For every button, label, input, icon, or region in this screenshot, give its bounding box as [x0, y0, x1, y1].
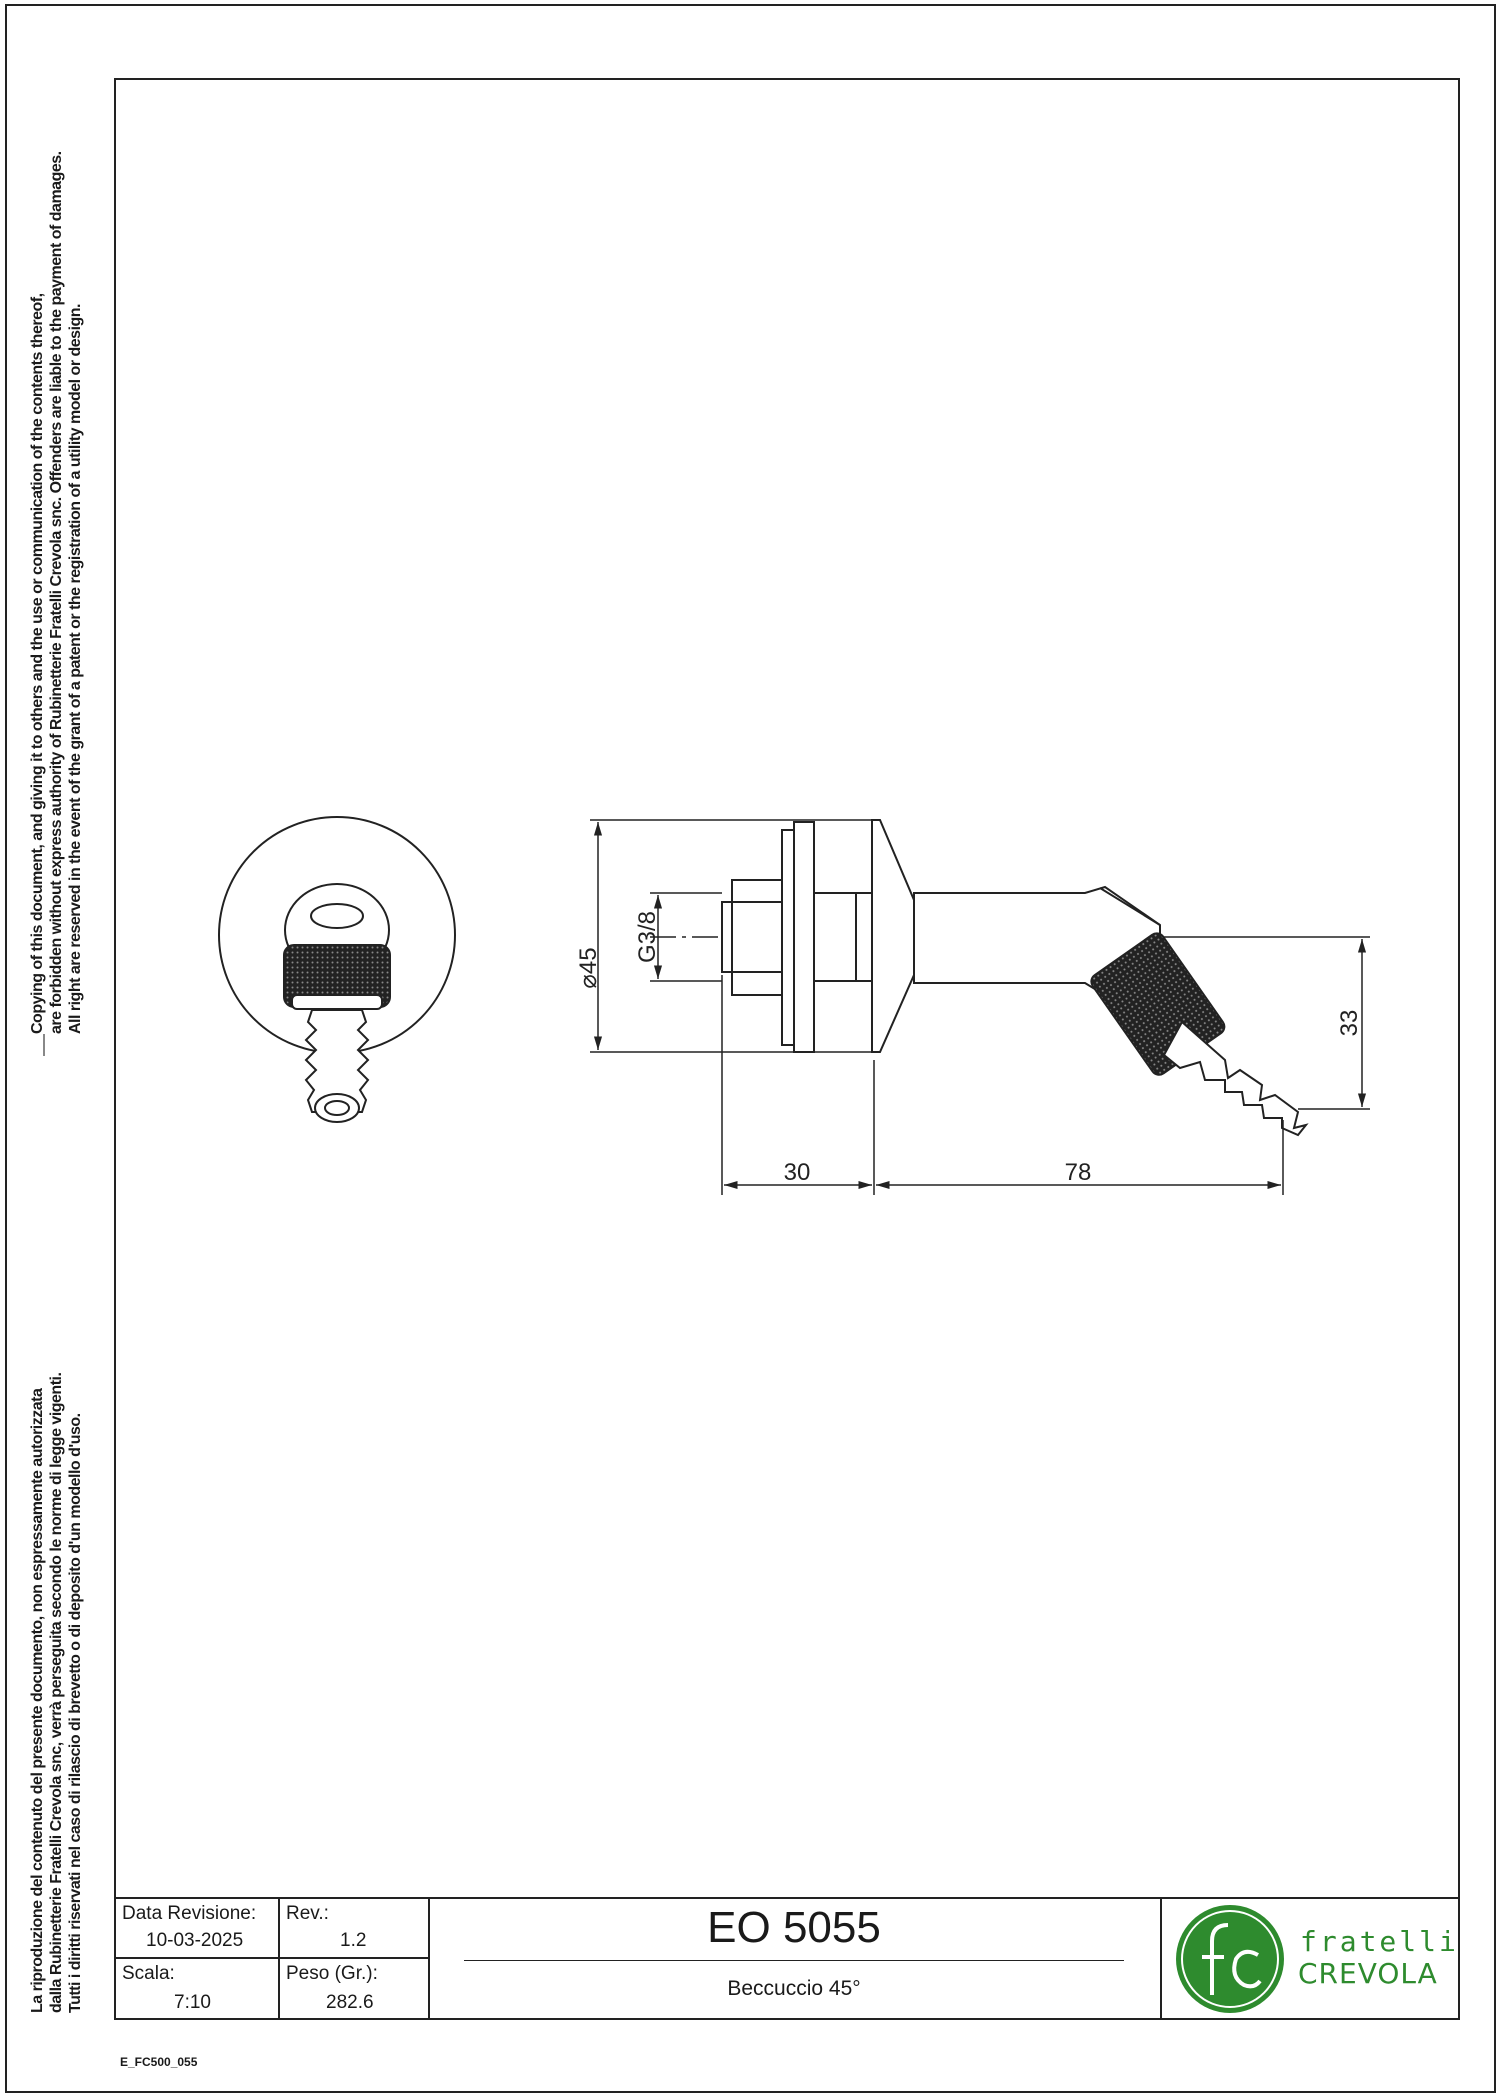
- legal-line-3: Tutti i diritti riservati nel caso di rilascio di brevetto o di deposito d'un modello d'uso.: [67, 1413, 84, 2013]
- title-block: [114, 1897, 1460, 2020]
- scale-value: 7:10: [174, 1992, 211, 2013]
- legal-line-1: La riproduzione del contenuto del presente documento, non espressamente autorizzata: [29, 1388, 46, 2013]
- rev-value: 1.2: [340, 1930, 367, 1951]
- revision-date-label: Data Revisione:: [122, 1903, 257, 1924]
- washer-2: [794, 822, 814, 1052]
- company-logo: [1174, 1903, 1459, 2015]
- side-view: [650, 820, 1306, 1135]
- legal-line-1: Copying of this document, and giving it to others and the use or communication of the contents thereof,: [29, 293, 46, 1034]
- legal-line-2: dalla Rubinetterie Fratelli Crevola snc, verrà perseguita secondo le norme di legge vigenti.: [48, 1372, 65, 2013]
- hose-barb-side: [1164, 1022, 1306, 1135]
- front-view: [219, 817, 455, 1122]
- weight-value: 282.6: [326, 1992, 374, 2013]
- shank-collar: [856, 893, 872, 981]
- rev-label: Rev.:: [286, 1903, 329, 1924]
- length-b-label: 78: [1064, 1159, 1092, 1186]
- spout-inner: [311, 904, 363, 928]
- diameter-label: ⌀45: [575, 947, 602, 989]
- barb-hole: [325, 1101, 349, 1115]
- legal-line-2: are forbidden without express authority of Rubinetterie Fratelli Crevola snc. Offenders are liable to the payment of damages.: [48, 151, 65, 1034]
- logo-text-fratelli: fratelli: [1300, 1925, 1459, 1958]
- dimensions: [590, 820, 1370, 1195]
- legal-line-3: All right are reserved in the event of the grant of a patent or the registration of a utility model or design.: [67, 303, 84, 1034]
- thread-label: G3/8: [634, 910, 661, 964]
- washer: [782, 830, 794, 1045]
- hex-nut-face: [732, 880, 782, 995]
- height-label: 33: [1336, 1009, 1363, 1037]
- weight-label: Peso (Gr.):: [286, 1963, 378, 1984]
- flange-cone: [872, 820, 914, 1052]
- revision-date: 10-03-2025: [146, 1930, 244, 1951]
- scale-label: Scala:: [122, 1963, 175, 1984]
- product-code: EO 5055: [707, 1903, 881, 1952]
- threaded-stub: [722, 902, 732, 972]
- length-a-label: 30: [783, 1159, 811, 1186]
- nut-rim: [292, 995, 382, 1009]
- logo-circle: [1176, 1905, 1284, 2013]
- product-name: Beccuccio 45°: [727, 1977, 861, 2000]
- document-code: E_FC500_055: [120, 2055, 198, 2069]
- logo-text-crevola: CREVOLA: [1298, 1957, 1438, 1990]
